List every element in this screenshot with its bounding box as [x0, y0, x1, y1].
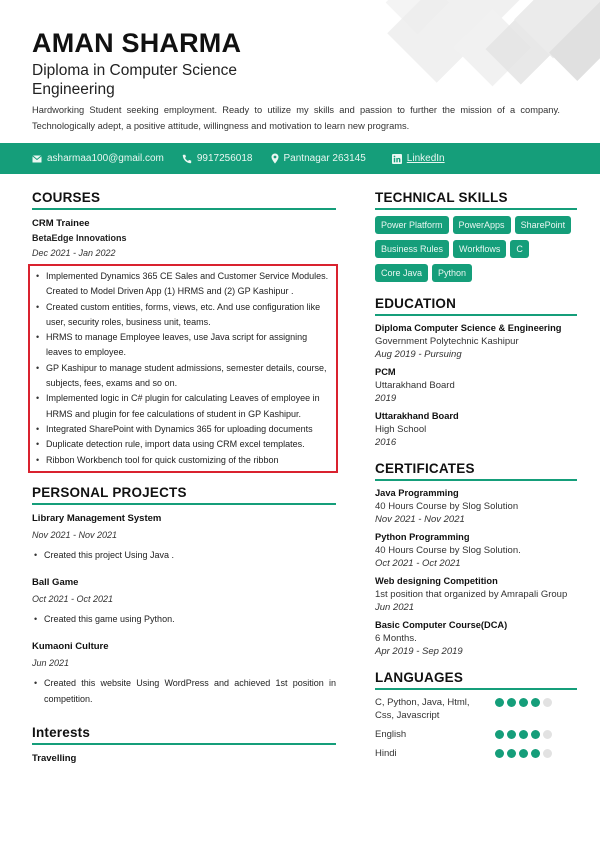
education-title: PCM [375, 367, 396, 377]
project-item [32, 575, 336, 627]
project-date: Nov 2021 - Nov 2021 [32, 529, 118, 540]
skill-chip: Power Platform [375, 216, 449, 234]
project-item [32, 639, 336, 707]
contact-bar [0, 143, 600, 174]
list-item: • Implemented Dynamics 365 CE Sales and Customer Service Modules. Created to Model Driven App (1) HRMS and (2) GP Kashipur . [34, 269, 330, 300]
course-bullet-list [34, 269, 330, 468]
language-item [375, 747, 577, 760]
skill-chip: Python [432, 264, 472, 282]
certificate-item [375, 487, 577, 526]
rating-dot-filled-icon [495, 749, 504, 758]
contact-location [271, 153, 366, 164]
certificates-section [375, 461, 577, 658]
list-item: • Ribbon Workbench tool for quick customizing of the ribbon [34, 453, 330, 468]
rating-dot-empty-icon [543, 749, 552, 758]
rating-dots [495, 730, 552, 739]
rating-dot-empty-icon [543, 730, 552, 739]
rating-dot-filled-icon [519, 698, 528, 707]
skill-chip: Workflows [453, 240, 506, 258]
certificate-item [375, 619, 577, 658]
linkedin-link[interactable]: LinkedIn [406, 153, 445, 164]
course-org: BetaEdge Innovations [32, 233, 127, 243]
list-item: • GP Kashipur to manage student admissions, semester details, course, subjects, fees, exams and so on. [34, 361, 330, 392]
education-date: 2019 [375, 393, 397, 404]
left-column [32, 190, 336, 766]
certificate-item [375, 575, 577, 614]
candidate-title: Diploma in Computer Science Engineering [32, 62, 238, 98]
course-title: CRM Trainee [32, 218, 90, 229]
skill-chip: PowerApps [453, 216, 511, 234]
linkedin-icon [392, 154, 402, 164]
project-date: Oct 2021 - Oct 2021 [32, 594, 114, 605]
projects-heading: PERSONAL PROJECTS [32, 485, 336, 505]
project-title: Library Management System [32, 512, 162, 524]
skills-heading: TECHNICAL SKILLS [375, 190, 577, 210]
list-item: • Integrated SharePoint with Dynamics 365 for uploading documents [34, 422, 330, 437]
certificates-heading: CERTIFICATES [375, 461, 577, 481]
education-date: 2016 [375, 437, 397, 448]
skill-chip: C [510, 240, 529, 258]
rating-dot-filled-icon [507, 698, 516, 707]
skill-chip: Business Rules [375, 240, 449, 258]
certificate-title: Web designing Competition [375, 576, 498, 586]
list-item: • Implemented logic in C# plugin for calculating Leaves of employee in HRMS and plugin for fee calculations of student in GP Kashipur. [34, 391, 330, 422]
certificate-date: Oct 2021 - Oct 2021 [375, 558, 461, 569]
skill-chip: Core Java [375, 264, 428, 282]
project-title: Kumaoni Culture [32, 641, 109, 653]
languages-section [375, 670, 577, 760]
language-item [375, 696, 577, 722]
certificate-title: Basic Computer Course(DCA) [375, 620, 508, 630]
list-item: • Created this website Using WordPress and achieved 1st position in competition. [32, 676, 336, 707]
envelope-icon [32, 155, 42, 163]
list-item: • HRMS to manage Employee leaves, use Java script for assigning leaves to employee. [34, 330, 330, 361]
certificate-detail: 6 Months. [375, 633, 417, 644]
education-institution: High School [375, 424, 427, 435]
certificate-item [375, 531, 577, 570]
highlighted-course-bullets [28, 264, 338, 473]
rating-dot-filled-icon [519, 749, 528, 758]
contact-phone[interactable] [182, 153, 253, 164]
skills-chip-list [375, 216, 580, 282]
education-institution: Uttarakhand Board [375, 380, 455, 391]
list-item: • Created custom entities, forms, views, etc. And use configuration like user, security roles, business unit, teams. [34, 300, 330, 331]
rating-dot-filled-icon [495, 730, 504, 739]
rating-dot-filled-icon [531, 698, 540, 707]
courses-section [32, 190, 336, 473]
course-date: Dec 2021 - Jan 2022 [32, 248, 116, 258]
interest-item: Travelling [32, 753, 77, 765]
education-title: Uttarakhand Board [375, 411, 459, 421]
rating-dot-empty-icon [543, 698, 552, 707]
language-name: English [375, 729, 407, 740]
map-pin-icon [271, 153, 279, 164]
certificate-date: Nov 2021 - Nov 2021 [375, 514, 465, 525]
skills-section [375, 190, 577, 282]
rating-dot-filled-icon [507, 730, 516, 739]
education-item [375, 322, 577, 361]
rating-dot-filled-icon [507, 749, 516, 758]
interests-heading: Interests [32, 725, 336, 745]
education-date: Aug 2019 - Pursuing [375, 349, 462, 360]
education-institution: Government Polytechnic Kashipur [375, 336, 519, 347]
education-heading: EDUCATION [375, 296, 577, 316]
language-name: C, Python, Java, Html, Css, Javascript [375, 697, 470, 721]
education-section [375, 296, 577, 449]
rating-dot-filled-icon [519, 730, 528, 739]
email-text: asharmaa100@gmail.com [47, 153, 164, 164]
rating-dots [495, 698, 552, 707]
rating-dot-filled-icon [531, 730, 540, 739]
certificate-date: Jun 2021 [375, 602, 415, 613]
education-title: Diploma Computer Science & Engineering [375, 323, 562, 333]
certificate-title: Java Programming [375, 488, 459, 498]
projects-section [32, 485, 336, 707]
phone-text: 9917256018 [196, 153, 253, 164]
certificate-detail: 40 Hours Course by Slog Solution [375, 501, 519, 512]
resume-header [0, 0, 600, 142]
project-date: Jun 2021 [32, 658, 70, 669]
skill-chip: SharePoint [515, 216, 572, 234]
candidate-name: AMAN SHARMA [32, 28, 242, 58]
certificate-title: Python Programming [375, 532, 470, 542]
education-item [375, 410, 577, 449]
courses-heading: COURSES [32, 190, 336, 210]
interests-section [32, 725, 336, 766]
certificate-date: Apr 2019 - Sep 2019 [375, 646, 463, 657]
right-column [375, 190, 577, 766]
phone-icon [182, 154, 192, 164]
list-item: • Created this game using Python. [32, 612, 336, 627]
rating-dot-filled-icon [495, 698, 504, 707]
contact-linkedin[interactable] [392, 153, 445, 164]
language-item [375, 728, 577, 741]
education-item [375, 366, 577, 405]
certificate-detail: 1st position that organized by Amrapali Group [375, 589, 568, 600]
languages-heading: LANGUAGES [375, 670, 577, 690]
list-item: • Duplicate detection rule, import data using CRM excel templates. [34, 437, 330, 452]
project-item [32, 511, 336, 563]
contact-email[interactable] [32, 153, 164, 164]
list-item: • Created this project Using Java . [32, 548, 336, 563]
certificate-detail: 40 Hours Course by Slog Solution. [375, 545, 521, 556]
language-name: Hindi [375, 748, 397, 759]
rating-dots [495, 749, 552, 758]
rating-dot-filled-icon [531, 749, 540, 758]
project-title: Ball Game [32, 577, 79, 589]
summary: Hardworking Student seeking employment. Ready to utilize my skills and passion to further the mission of a company. Technologically adept, a positive attitude, willingness and motivation to learn new programs. [32, 105, 560, 131]
location-text: Pantnagar 263145 [283, 153, 366, 164]
